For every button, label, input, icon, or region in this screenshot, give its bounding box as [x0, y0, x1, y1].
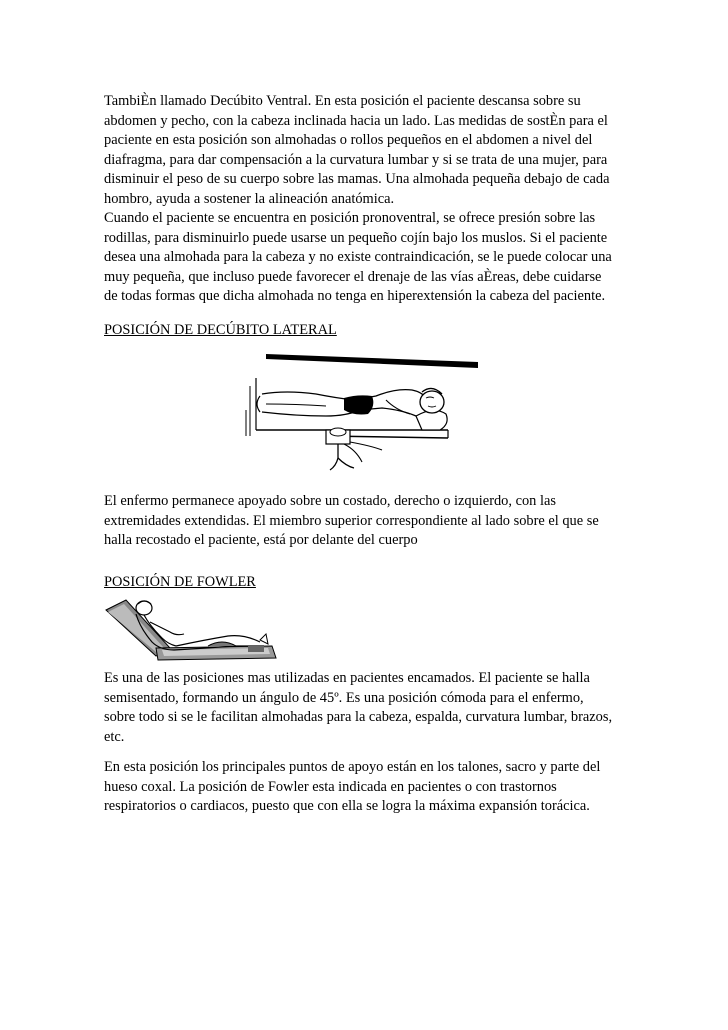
lateral-position-illustration [226, 350, 482, 480]
paragraph-prone-description [104, 92, 644, 210]
text-line: sobre todo si se le facilitan almohadas para la cabeza, espalda, curvatura lumbar, brazos, [104, 709, 613, 726]
text-line: disminuir el peso de su cuerpo sobre las mamas. Una almohada pequeña debajo de cada [104, 171, 610, 188]
paragraph-fowler-description [104, 669, 644, 747]
heading-lateral-position: POSICIÓN DE DECÚBITO LATERAL [104, 322, 337, 338]
text-line: rodillas, para disminuirlo puede usarse un pequeño cojín bajo los muslos. Si el paciente [104, 229, 608, 246]
paragraph-prone-pressure [104, 209, 644, 307]
text-line: halla recostado el paciente, está por delante del cuerpo [104, 532, 418, 549]
text-line: En esta posición los principales puntos de apoyo están en los talones, sacro y parte del [104, 759, 601, 775]
heading-fowler-position: POSICIÓN DE FOWLER [104, 574, 256, 590]
text-line: etc. [104, 728, 125, 745]
text-line: paciente en esta posición son almohadas o rollos pequeños en el abdomen a nivel del [104, 132, 593, 149]
text-line: hueso coxal. La posición de Fowler esta indicada en pacientes o con trastornos [104, 778, 557, 795]
text-line: respiratorios o cardiacos, puesto que con ella se logra la máxima expansión torácica. [104, 798, 590, 815]
text-line: desea una almohada para la cabeza y no existe contraindicación, se le puede colocar una [104, 249, 612, 266]
text-line: TambiÈn llamado Decúbito Ventral. En esta posición el paciente descansa sobre su [104, 93, 581, 109]
text-line: Es una de las posiciones mas utilizadas en pacientes encamados. El paciente se halla [104, 670, 590, 686]
text-line: Cuando el paciente se encuentra en posición pronoventral, se ofrece presión sobre las [104, 210, 596, 226]
fowler-position-illustration [104, 596, 280, 662]
text-line: extremidades extendidas. El miembro superior correspondiente al lado sobre el que se [104, 512, 599, 529]
text-line: hombro, ayuda a sostener la alineación anatómica. [104, 190, 395, 207]
text-line: de todas formas que dicha almohada no tenga en hiperextensión la cabeza del paciente. [104, 288, 606, 305]
text-line: diafragma, para dar compensación a la curvatura lumbar y si se trata de una mujer, para [104, 151, 608, 168]
paragraph-lateral-description [104, 492, 644, 551]
text-line: El enfermo permanece apoyado sobre un costado, derecho o izquierdo, con las [104, 493, 556, 509]
text-line: muy pequeña, que incluso puede favorecer el drenaje de las vías aÈreas, debe cuidarse [104, 268, 602, 285]
text-line: abdomen y pecho, con la cabeza inclinada hacia un lado. Las medidas de sostÈn para el [104, 112, 608, 129]
text-line: semisentado, formando un ángulo de 45º. Es una posición cómoda para el enfermo, [104, 689, 584, 706]
paragraph-fowler-support-points [104, 758, 644, 817]
